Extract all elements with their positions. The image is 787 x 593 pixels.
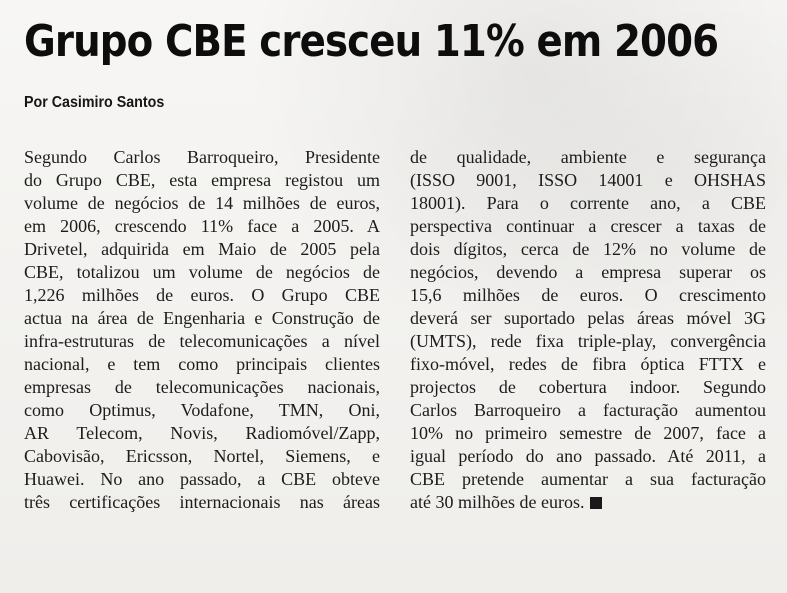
text-line: CBE pretende aumentar a sua facturação: [410, 469, 766, 489]
text-line: do Grupo CBE, esta empresa registou um: [24, 170, 380, 190]
text-line-final: [410, 491, 766, 514]
text-line: três certificações internacionais nas áreas: [24, 492, 380, 512]
headline: Grupo CBE cresceu 11% em 2006: [24, 16, 719, 67]
text-line: de qualidade, ambiente e segurança: [410, 147, 766, 167]
text-line: AR Telecom, Novis, Radiomóvel/Zapp,: [24, 423, 380, 443]
end-of-article-square-icon: [590, 497, 602, 509]
text-line: (UMTS), rede fixa triple-play, convergência: [410, 331, 766, 351]
text-line: volume de negócios de 14 milhões de euros,: [24, 193, 380, 213]
text-line: Drivetel, adquirida em Maio de 2005 pela: [24, 239, 380, 259]
text-line: dois dígitos, cerca de 12% no volume de: [410, 239, 766, 259]
text-line: (ISSO 9001, ISSO 14001 e OHSHAS: [410, 170, 766, 190]
text-line: negócios, devendo a empresa superar os: [410, 262, 766, 282]
text-line: em 2006, crescendo 11% face a 2005. A: [24, 216, 380, 236]
article-column-right: [410, 146, 766, 514]
text-line: nacional, e tem como principais clientes: [24, 354, 380, 374]
text-line: Cabovisão, Ericsson, Nortel, Siemens, e: [24, 446, 380, 466]
text-line: Carlos Barroqueiro a facturação aumentou: [410, 400, 766, 420]
text-line: perspectiva continuar a crescer a taxas de: [410, 216, 766, 236]
byline: Por Casimiro Santos: [24, 94, 165, 111]
text-line: como Optimus, Vodafone, TMN, Oni,: [24, 400, 380, 420]
text-line: Huawei. No ano passado, a CBE obteve: [24, 469, 380, 489]
text-line: 1,226 milhões de euros. O Grupo CBE: [24, 285, 380, 305]
text-line: Segundo Carlos Barroqueiro, Presidente: [24, 147, 380, 167]
text-line: 15,6 milhões de euros. O crescimento: [410, 285, 766, 305]
text-line: deverá ser suportado pelas áreas móvel 3G: [410, 308, 766, 328]
text-line: igual período do ano passado. Até 2011, a: [410, 446, 766, 466]
text-line: 10% no primeiro semestre de 2007, face a: [410, 423, 766, 443]
final-line-text: até 30 milhões de euros.: [410, 492, 585, 512]
text-line: fixo-móvel, redes de fibra óptica FTTX e: [410, 354, 766, 374]
article-column-left: [24, 146, 380, 514]
text-line: actua na área de Engenharia e Construção de: [24, 308, 380, 328]
text-line: projectos de cobertura indoor. Segundo: [410, 377, 766, 397]
text-line: CBE, totalizou um volume de negócios de: [24, 262, 380, 282]
text-line: infra-estruturas de telecomunicações a nível: [24, 331, 380, 351]
text-line: empresas de telecomunicações nacionais,: [24, 377, 380, 397]
text-line: 18001). Para o corrente ano, a CBE: [410, 193, 766, 213]
